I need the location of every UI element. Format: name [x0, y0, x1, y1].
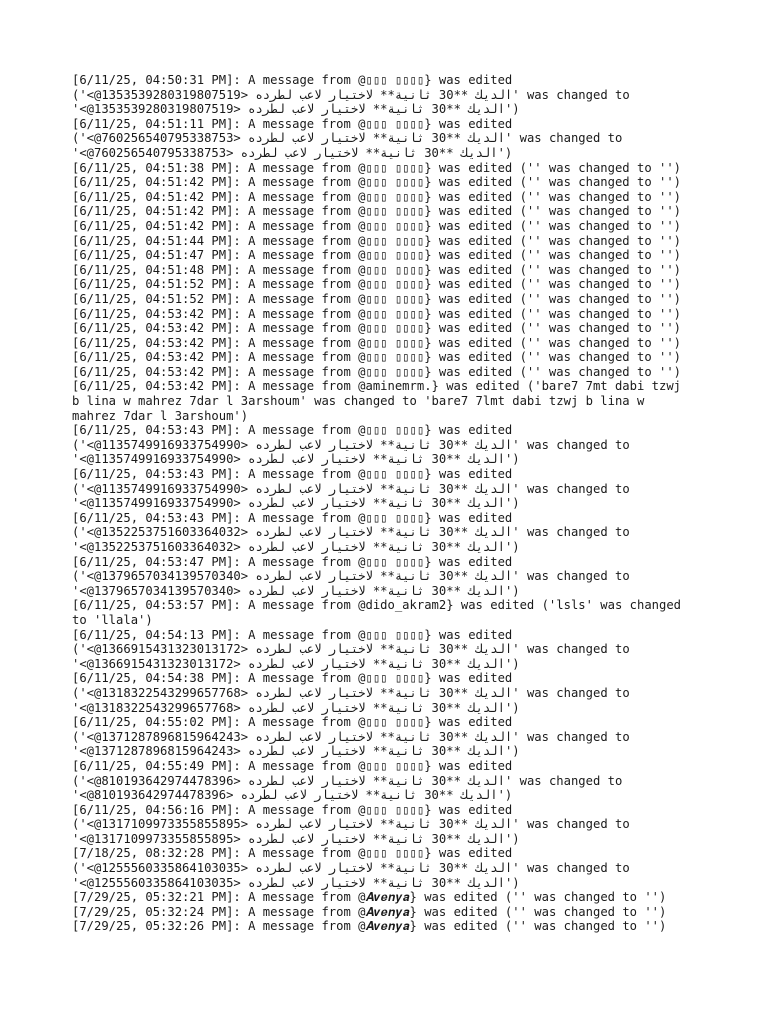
log-line: [6/11/25, 04:53:42 PM]: A message from @aminemrm.} was edited ('bare7 7mt dabi tzwj: [72, 379, 682, 394]
log-line: [6/11/25, 04:51:52 PM]: A message from @▯▯▯ ▯▯▯▯} was edited ('' was changed to ''): [72, 277, 682, 292]
log-line: '<@1135749916933754990> الديك **30 ثانية** لاختيار لاعب لطرده'): [72, 452, 520, 467]
log-line: [6/11/25, 04:53:43 PM]: A message from @▯▯▯ ▯▯▯▯} was edited: [72, 510, 513, 525]
log-line: [6/11/25, 04:53:42 PM]: A message from @▯▯▯ ▯▯▯▯} was edited ('' was changed to ''): [72, 364, 682, 379]
log-line: ('<@1135749916933754990> الديك **30 ثانية** لاختيار لاعب لطرده' was changed to: [72, 437, 630, 452]
log-line: ('<@1317109973355855895> الديك **30 ثانية** لاختيار لاعب لطرده' was changed to: [72, 817, 630, 832]
log-line: [6/11/25, 04:51:38 PM]: A message from @▯▯▯ ▯▯▯▯} was edited ('' was changed to ''): [72, 160, 682, 175]
log-line: ('<@760256540795338753> الديك **30 ثانية** لاختيار لاعب لطرده' was changed to: [72, 131, 623, 146]
log-line: [6/11/25, 04:51:52 PM]: A message from @▯▯▯ ▯▯▯▯} was edited ('' was changed to ''): [72, 291, 682, 306]
log-line: [6/11/25, 04:54:13 PM]: A message from @▯▯▯ ▯▯▯▯} was edited: [72, 627, 513, 642]
log-line: ('<@1371287896815964243> الديك **30 ثانية** لاختيار لاعب لطرده' was changed to: [72, 729, 630, 744]
log-line: [6/11/25, 04:51:47 PM]: A message from @▯▯▯ ▯▯▯▯} was edited ('' was changed to ''): [72, 248, 682, 263]
log-line: [6/11/25, 04:53:57 PM]: A message from @dido_akram2} was edited ('lsls' was changed: [72, 598, 682, 613]
log-line: [6/11/25, 04:53:47 PM]: A message from @▯▯▯ ▯▯▯▯} was edited: [72, 554, 513, 569]
log-line: [7/29/25, 05:32:24 PM]: A message from @𝑨𝒗𝒆𝒏𝒚𝒂} was edited ('' was changed to ''): [72, 904, 667, 919]
log-line: [6/11/25, 04:53:42 PM]: A message from @▯▯▯ ▯▯▯▯} was edited ('' was changed to ''): [72, 335, 682, 350]
log-line: [6/11/25, 04:53:43 PM]: A message from @▯▯▯ ▯▯▯▯} was edited: [72, 423, 513, 438]
log-line: [6/11/25, 04:50:31 PM]: A message from @▯▯▯ ▯▯▯▯} was edited: [72, 73, 513, 87]
log-line: [6/11/25, 04:54:38 PM]: A message from @▯▯▯ ▯▯▯▯} was edited: [72, 671, 513, 686]
log-line: [6/11/25, 04:51:11 PM]: A message from @▯▯▯ ▯▯▯▯} was edited: [72, 116, 513, 131]
log-line: ('<@1255560335864103035> الديك **30 ثانية** لاختيار لاعب لطرده' was changed to: [72, 861, 630, 876]
log-line: '<@760256540795338753> الديك **30 ثانية** لاختيار لاعب لطرده'): [72, 145, 513, 160]
log-line: [6/11/25, 04:51:42 PM]: A message from @▯▯▯ ▯▯▯▯} was edited ('' was changed to ''): [72, 218, 682, 233]
log-line: ('<@810193642974478396> الديك **30 ثانية** لاختيار لاعب لطرده' was changed to: [72, 773, 623, 788]
log-line: [6/11/25, 04:53:42 PM]: A message from @▯▯▯ ▯▯▯▯} was edited ('' was changed to ''): [72, 321, 682, 336]
log-line: [6/11/25, 04:51:48 PM]: A message from @▯▯▯ ▯▯▯▯} was edited ('' was changed to ''): [72, 262, 682, 277]
log-line: [6/11/25, 04:51:42 PM]: A message from @▯▯▯ ▯▯▯▯} was edited ('' was changed to ''): [72, 204, 682, 219]
log-line: ('<@1366915431323013172> الديك **30 ثانية** لاختيار لاعب لطرده' was changed to: [72, 642, 630, 657]
log-line: '<@1379657034139570340> الديك **30 ثانية** لاختيار لاعب لطرده'): [72, 583, 520, 598]
log-line: '<@1366915431323013172> الديك **30 ثانية** لاختيار لاعب لطرده'): [72, 656, 520, 671]
log-line: [7/18/25, 08:32:28 PM]: A message from @▯▯▯ ▯▯▯▯} was edited: [72, 846, 513, 861]
log-line: [6/11/25, 04:51:44 PM]: A message from @▯▯▯ ▯▯▯▯} was edited ('' was changed to ''): [72, 233, 682, 248]
log-line: [6/11/25, 04:51:42 PM]: A message from @▯▯▯ ▯▯▯▯} was edited ('' was changed to ''): [72, 175, 682, 190]
log-line: '<@1353539280319807519> الديك **30 ثانية** لاختيار لاعب لطرده'): [72, 102, 520, 117]
log-line: '<@1135749916933754990> الديك **30 ثانية** لاختيار لاعب لطرده'): [72, 496, 520, 511]
log-line: [6/11/25, 04:51:42 PM]: A message from @▯▯▯ ▯▯▯▯} was edited ('' was changed to ''): [72, 189, 682, 204]
log-line: ('<@1318322543299657768> الديك **30 ثانية** لاختيار لاعب لطرده' was changed to: [72, 685, 630, 700]
log-line: '<@1317109973355855895> الديك **30 ثانية** لاختيار لاعب لطرده'): [72, 831, 520, 846]
log-line: '<@810193642974478396> الديك **30 ثانية** لاختيار لاعب لطرده'): [72, 788, 513, 803]
log-line: [7/29/25, 05:32:21 PM]: A message from @𝑨𝒗𝒆𝒏𝒚𝒂} was edited ('' was changed to ''): [72, 890, 667, 905]
log-line: '<@1255560335864103035> الديك **30 ثانية** لاختيار لاعب لطرده'): [72, 875, 520, 890]
log-line: [6/11/25, 04:53:42 PM]: A message from @▯▯▯ ▯▯▯▯} was edited ('' was changed to ''): [72, 306, 682, 321]
log-line: ('<@1352253751603364032> الديك **30 ثانية** لاختيار لاعب لطرده' was changed to: [72, 525, 630, 540]
log-line: b lina w mahrez 7dar l 3arshoum' was changed to 'bare7 7lmt dabi tzwj b lina w: [72, 394, 645, 409]
log-line: to 'llala'): [72, 612, 153, 627]
log-line: [6/11/25, 04:53:43 PM]: A message from @▯▯▯ ▯▯▯▯} was edited: [72, 467, 513, 482]
edit-log-text: [72, 73, 702, 934]
log-line: [6/11/25, 04:55:02 PM]: A message from @▯▯▯ ▯▯▯▯} was edited: [72, 715, 513, 730]
log-line: [7/29/25, 05:32:26 PM]: A message from @𝑨𝒗𝒆𝒏𝒚𝒂} was edited ('' was changed to ''): [72, 919, 667, 934]
log-line: [6/11/25, 04:53:42 PM]: A message from @▯▯▯ ▯▯▯▯} was edited ('' was changed to ''): [72, 350, 682, 365]
log-line: [6/11/25, 04:55:49 PM]: A message from @▯▯▯ ▯▯▯▯} was edited: [72, 758, 513, 773]
log-line: '<@1371287896815964243> الديك **30 ثانية** لاختيار لاعب لطرده'): [72, 744, 520, 759]
log-line: [6/11/25, 04:56:16 PM]: A message from @▯▯▯ ▯▯▯▯} was edited: [72, 802, 513, 817]
log-line: '<@1318322543299657768> الديك **30 ثانية** لاختيار لاعب لطرده'): [72, 700, 520, 715]
log-line: ('<@1379657034139570340> الديك **30 ثانية** لاختيار لاعب لطرده' was changed to: [72, 569, 630, 584]
log-line: ('<@1135749916933754990> الديك **30 ثانية** لاختيار لاعب لطرده' was changed to: [72, 481, 630, 496]
log-line: mahrez 7dar l 3arshoum'): [72, 408, 249, 423]
log-line: '<@1352253751603364032> الديك **30 ثانية** لاختيار لاعب لطرده'): [72, 540, 520, 554]
log-line: ('<@1353539280319807519> الديك **30 ثانية** لاختيار لاعب لطرده' was changed to: [72, 87, 630, 102]
